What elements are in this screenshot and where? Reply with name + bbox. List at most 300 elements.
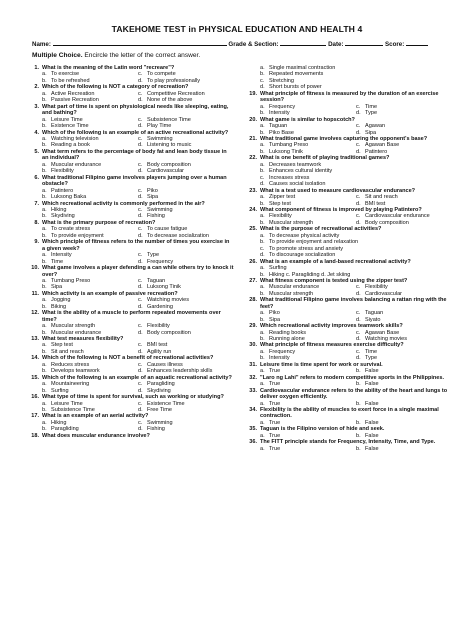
choice-letter: b. [42,97,47,104]
choice-letter: d. [138,284,143,291]
choice-letter: a. [260,65,265,71]
question-number: 11. [31,290,39,297]
choice-letter: a. [260,368,265,375]
choice-text: Decreases teamwork [269,161,322,168]
question-number: 24. [249,206,257,213]
choice-text: False [365,400,379,407]
choice-text: Reduces stress [51,361,90,368]
choice-text: To decrease socialization [147,232,209,239]
choice-text: Frequency [269,348,296,355]
choice-text: Flexibility [147,323,170,330]
choice-text: Tumbang Preso [51,277,91,284]
choice-letter: a. [42,71,47,78]
name-label: Name: [32,41,51,48]
question-text: Which of the following is an example of an active recreational activity? [42,129,229,136]
choice-letter: c. [260,174,265,181]
choice-text: Mountaineering [51,381,90,388]
question-number: 18. [31,432,39,439]
choice-text: Sipa [147,194,159,201]
choice-letter: c. [138,206,143,213]
choice-text: Type [365,110,378,117]
choice-letter: a. [42,135,47,142]
choice-letter: c. [138,277,143,284]
choice-letter: c. [138,297,143,304]
choice-letter: b. [42,407,47,414]
question-text: Which recreational activity is commonly performed in the air? [42,200,205,207]
choice-letter: a. [42,116,47,123]
choice-letter: b. [42,123,47,130]
choice-letter: b. [260,129,265,136]
choice-text: To provide enjoyment [51,232,104,239]
question-text: What is a test used to measure cardiovascular endurance? [260,187,416,194]
question-text: What is the primary purpose of recreation? [42,219,156,226]
question [248,407,452,420]
choice-letter: d. [138,142,143,149]
grade-blank[interactable] [280,39,326,46]
question-number: 20. [249,116,257,123]
choice-text: Piko [269,310,280,317]
question-text: Cardiovascular endurance refers to the ability of the heart and lungs to deliver oxygen efficiently. [260,387,448,401]
choice-letter: a. [260,432,265,439]
choice-text: Gardening [147,303,173,310]
choice-letter: b. [260,110,265,117]
question-text: Which of the following is NOT a category of recreation? [42,84,189,91]
choice-text: Zipper test [269,194,296,201]
choice-letter: a. [260,419,265,426]
question-number: 1. [34,65,39,71]
question-text: What test measures flexibility? [42,336,124,343]
choice-letter: a. [42,252,47,259]
choice-text: Type [365,355,378,362]
choice-text: Piko Base [269,129,294,136]
choice-text: Step test [51,342,73,349]
choice-text: Taguan [147,277,166,284]
choice-text: To promote stress and anxiety [269,245,343,252]
choice-text: Time [365,103,378,110]
choice-letter: a. [260,381,265,388]
choice-text: None of the above [147,97,193,104]
choice-letter: d. [138,426,143,433]
choice-text: Leisure Time [51,400,83,407]
choice-letter: b. [42,348,47,355]
choice-text: Skydiving [147,387,171,394]
choice-text: Taguan [269,123,288,130]
choice-text: Develops teamwork [51,368,100,375]
choice-letter: b. [356,400,361,407]
choice-letter: c. [138,135,143,142]
choice-text: Swimming [147,419,173,426]
choice-letter: a. [42,381,47,388]
question-number: 19. [249,90,257,97]
choice-text: Piko [147,187,158,194]
question-text: Which of the following is an example of an aquatic recreational activity? [42,374,232,381]
question-number: 26. [249,258,257,265]
choice-text: To be refreshed [51,77,90,84]
question-number: 3. [34,103,39,110]
question-text: What type of time is spent for survival, such as working or studying? [42,394,224,401]
choice-text: To play professionally [147,77,201,84]
choice-letter: c. [138,187,143,194]
choice-letter: b. [42,258,47,265]
choice-letter: a. [260,265,265,272]
choice-text: Swimming [147,206,173,213]
question-number: 13. [31,336,39,343]
choice-letter: b. [260,168,265,175]
choice-text: Sit and reach [365,194,398,201]
choice-letter: d. [356,219,361,226]
choice-letter: b. [42,426,47,433]
choice-letter: c. [138,116,143,123]
choice-letter: b. [356,381,361,388]
choice-text: BMI test [147,342,168,349]
choice-letter: c. [356,213,361,220]
choice-letter: a. [42,277,47,284]
question-number: 35. [249,426,257,433]
question [30,175,234,188]
choice-letter: d. [138,77,143,84]
choice-text: Leisure Time [51,116,83,123]
choice-text: True [269,432,281,439]
question [30,149,234,162]
question-text: What is an example of a land-based recreational activity? [260,258,411,265]
instructions [32,52,200,59]
choice-letter: c. [356,348,361,355]
choice-text: False [365,368,379,375]
choice-text: Subsistence Time [51,407,95,414]
choice-letter: d. [138,232,143,239]
choice-text: To create stress [51,226,91,233]
choice-letter: c. [138,400,143,407]
choice-text: Flexibility [365,284,388,291]
question-number: 14. [31,355,39,362]
choice-letter: a. [42,342,47,349]
choice-text: Increases stress [269,174,310,181]
question-text: What game involves a player defending a can while others try to knock it over? [42,265,234,278]
choice-letter: a. [260,310,265,317]
choice-letter: a. [260,194,265,201]
question-number: 22. [249,155,257,162]
question-text: What principle of fitness is measured by the duration of an exercise session? [260,90,439,104]
choice-letter: a. [42,297,47,304]
choice-letter: d. [138,387,143,394]
choice-letter: c. [260,245,265,252]
choice-letter: a. [42,323,47,330]
choice-letter: d. [138,258,143,265]
choice-letter: b. [260,148,265,155]
date-blank[interactable] [345,39,383,46]
choice-text: Luksong Tinik [269,148,303,155]
question-number: 36. [249,439,257,446]
choice-letter: c. [356,284,361,291]
choice-text: Jogging [51,297,71,304]
choice-letter: b. [260,290,265,297]
choice-text: Hiking [51,419,67,426]
question-number: 31. [249,361,257,368]
choice-text: Reading books [269,329,307,336]
choice-letter: a. [260,123,265,130]
question-number: 4. [34,129,39,136]
question-number: 17. [31,413,39,420]
choice-letter: c. [356,194,361,201]
choice-text: Agawan [365,123,386,130]
choice-text: Patintero [365,148,388,155]
question-number: 15. [31,374,39,381]
choice-text: Flexibility [269,213,292,220]
choice-text: Luksong Tinik [147,284,181,291]
question-number: 8. [34,219,39,226]
choice-text: To provide enjoyment and relaxation [269,239,359,246]
choice-letter: a. [260,142,265,149]
question [30,104,234,117]
choice-text: BMI test [365,200,386,207]
choice-letter: b. [42,168,47,175]
question-number: 28. [249,297,257,304]
choice-letter: b. [260,271,265,278]
question-number: 2. [34,84,39,91]
choice-letter: b. [42,368,47,375]
question-number: 25. [249,226,257,233]
choice-text: Intensity [269,355,290,362]
choice-letter: d. [138,123,143,130]
choice-text: Agility run [147,348,172,355]
choice-text: True [269,419,281,426]
question-text: Flexibility is the ability of muscles to exert force in a single maximal contraction. [260,407,439,420]
choice-letter: b. [42,194,47,201]
choice-text: True [269,381,281,388]
choice-letter: b. [260,239,265,246]
choice-letter: a. [42,90,47,97]
choice-letter: d. [356,355,361,362]
choice-text: True [269,400,281,407]
score-blank[interactable] [406,39,428,46]
choice-text: Body composition [147,329,191,336]
choice-letter: a. [42,226,47,233]
choice-letter: d. [260,84,265,91]
choice-text: Muscular endurance [269,284,320,291]
question-text: What traditional Filipino game involves players jumping over a human obstacle? [42,174,227,188]
question-number: 27. [249,277,257,284]
question-number: 32. [249,374,257,381]
choice-letter: d. [138,194,143,201]
choice-text: Hiking c. Paragliding d. Jet skiing [269,271,351,278]
choice-letter: c. [356,329,361,336]
right-column [248,65,452,452]
page-title: TAKEHOME TEST in PHYSICAL EDUCATION AND HEALTH 4 [111,24,363,34]
choice-text: Cardiovascular [147,168,184,175]
choice-text: Muscular strength [269,290,314,297]
question-number: 12. [31,310,39,317]
question [30,433,234,439]
choice-text: Frequency [147,258,174,265]
choice-letter: a. [260,348,265,355]
choice-text: Luksong Baka [51,194,87,201]
choice-letter: c. [138,361,143,368]
choice-text: To discourage socialization [269,252,336,259]
question-text: What is one benefit of playing traditional games? [260,155,390,162]
choice-text: Taguan [365,310,384,317]
choice-text: Agawan Base [365,329,400,336]
choice-letter: d. [356,129,361,136]
choice-letter: b. [356,368,361,375]
choice-letter: a. [260,232,265,239]
question-text: What fitness component is tested using the zipper test? [260,277,408,284]
choice-text: Muscular endurance [51,161,102,168]
choice-text: Causes social isolation [269,181,326,188]
choice-letter: a. [42,206,47,213]
question [248,297,452,310]
question-number: 6. [34,174,39,181]
choice-text: Flexibility [51,168,74,175]
choice-text: Agawan Base [365,142,400,149]
choice-text: Stretching [269,77,294,84]
choice-text: Cardiovascular [365,290,402,297]
choice-letter: b. [42,77,47,84]
choice-text: Fishing [147,213,165,220]
choice-letter: d. [138,407,143,414]
choice-text: Time [51,258,64,265]
question-number: 23. [249,187,257,194]
choice-letter: d. [260,252,265,259]
choice-text: Short bursts of power [269,84,322,91]
choice-letter: c. [138,90,143,97]
choice-text: Intensity [51,252,72,259]
question-number: 30. [249,342,257,349]
choice-text: Surfing [51,387,69,394]
question-text: What term refers to the percentage of body fat and lean body tissue in an individual? [42,148,227,162]
choice-letter: c. [138,419,143,426]
choice-letter: c. [356,142,361,149]
question-text: What part of time is spent on physiological needs like sleeping, eating, and bathing? [42,103,229,117]
question-text: What component of fitness is improved by playing Patintero? [260,206,422,213]
choice-text: Reading a book [51,142,90,149]
choice-text: Sipa [51,284,63,291]
choice-text: False [365,445,379,452]
choice-letter: d. [138,168,143,175]
choice-text: Play Time [147,123,172,130]
choice-text: Hiking [51,206,67,213]
question-number: 33. [249,387,257,394]
choice-text: Paragliding [51,426,79,433]
choice-letter: d. [138,329,143,336]
choice-text: Passive Recreation [51,97,99,104]
choice-text: Skydiving [51,213,75,220]
choice-text: To compete [147,71,176,78]
choice-text: Watching movies [147,297,190,304]
question-text: Which activity is an example of passive recreation? [42,290,178,297]
choice-letter: a. [260,284,265,291]
question-text: Which principle of fitness refers to the number of times you exercise in a given week? [42,239,230,252]
question-text: Which recreational activity improves teamwork skills? [260,323,403,330]
question-number: 9. [34,239,39,246]
left-column [30,65,234,439]
choice-text: Fishing [147,426,165,433]
choice-text: Listening to music [147,142,192,149]
question [248,388,452,401]
choice-letter: d. [356,110,361,117]
choice-letter: c. [260,77,265,84]
instruction-heading: Multiple Choice. [32,52,83,59]
choice-text: To exercise [51,71,80,78]
choice-letter: b. [42,284,47,291]
question [30,265,234,278]
choice-letter: d. [356,316,361,323]
choice-text: Watching movies [365,336,408,343]
choice-text: To decrease physical activity [269,232,340,239]
question-text: Which of the following is NOT a benefit of recreational activities? [42,355,214,362]
choice-text: Muscular strength [51,323,96,330]
choice-text: Enhances leadership skills [147,368,213,375]
question-text: What is the purpose of recreational activities? [260,226,382,233]
name-blank[interactable] [53,39,227,46]
choice-letter: a. [260,161,265,168]
choice-letter: b. [260,355,265,362]
question-number: 5. [34,148,39,155]
choice-letter: b. [356,419,361,426]
choice-letter: a. [42,161,47,168]
choice-text: Sit and reach [51,348,84,355]
instruction-text: Encircle the letter of the correct answer. [82,52,201,59]
choice-text: Surfing [269,265,287,272]
choice-letter: a. [260,400,265,407]
choice-text: False [365,381,379,388]
choice-letter: b. [42,142,47,149]
choice-text: Existence Time [51,123,89,130]
choice-letter: b. [260,200,265,207]
choice-text: Watching television [51,135,99,142]
question-text: Leisure time is time spent for work or survival. [260,361,383,368]
choice-letter: b. [260,219,265,226]
question-text: What does muscular endurance involve? [42,432,150,439]
choice-text: Existence Time [147,400,185,407]
question-text: What traditional game involves capturing the opponent's base? [260,135,428,142]
choice-letter: c. [138,323,143,330]
question-number: 21. [249,135,257,142]
choice-text: Tumbang Preso [269,142,309,149]
choice-text: True [269,368,281,375]
choice-text: Biking [51,303,67,310]
choice-letter: c. [138,226,143,233]
choice-letter: b. [42,329,47,336]
choice-letter: a. [42,361,47,368]
choice-text: Siyato [365,316,381,323]
question [30,310,234,323]
answer-choice[interactable] [260,446,356,452]
choice-text: Muscular strength [269,219,314,226]
choice-letter: d. [356,290,361,297]
choice-letter: a. [260,103,265,110]
choice-text: Patintero [51,187,74,194]
choice-letter: c. [356,123,361,130]
choice-letter: c. [356,310,361,317]
question [248,91,452,104]
question-text: What is an example of an aerial activity? [42,413,149,420]
choice-text: Intensity [269,110,290,117]
answer-choice[interactable] [356,446,452,452]
question-text: "Laro ng Lahi" refers to modern competitive sports in the Philippines. [260,374,445,381]
choice-letter: a. [260,445,265,452]
date-label: Date: [328,41,344,48]
choice-letter: c. [356,103,361,110]
question [30,239,234,252]
choice-letter: b. [42,303,47,310]
choice-letter: c. [138,71,143,78]
choice-text: Time [365,348,378,355]
choice-text: Frequency [269,103,296,110]
choice-letter: b. [42,213,47,220]
choice-text: Swimming [147,135,173,142]
choice-text: Cardiovascular endurance [365,213,430,220]
choice-text: Single maximal contraction [269,65,336,71]
